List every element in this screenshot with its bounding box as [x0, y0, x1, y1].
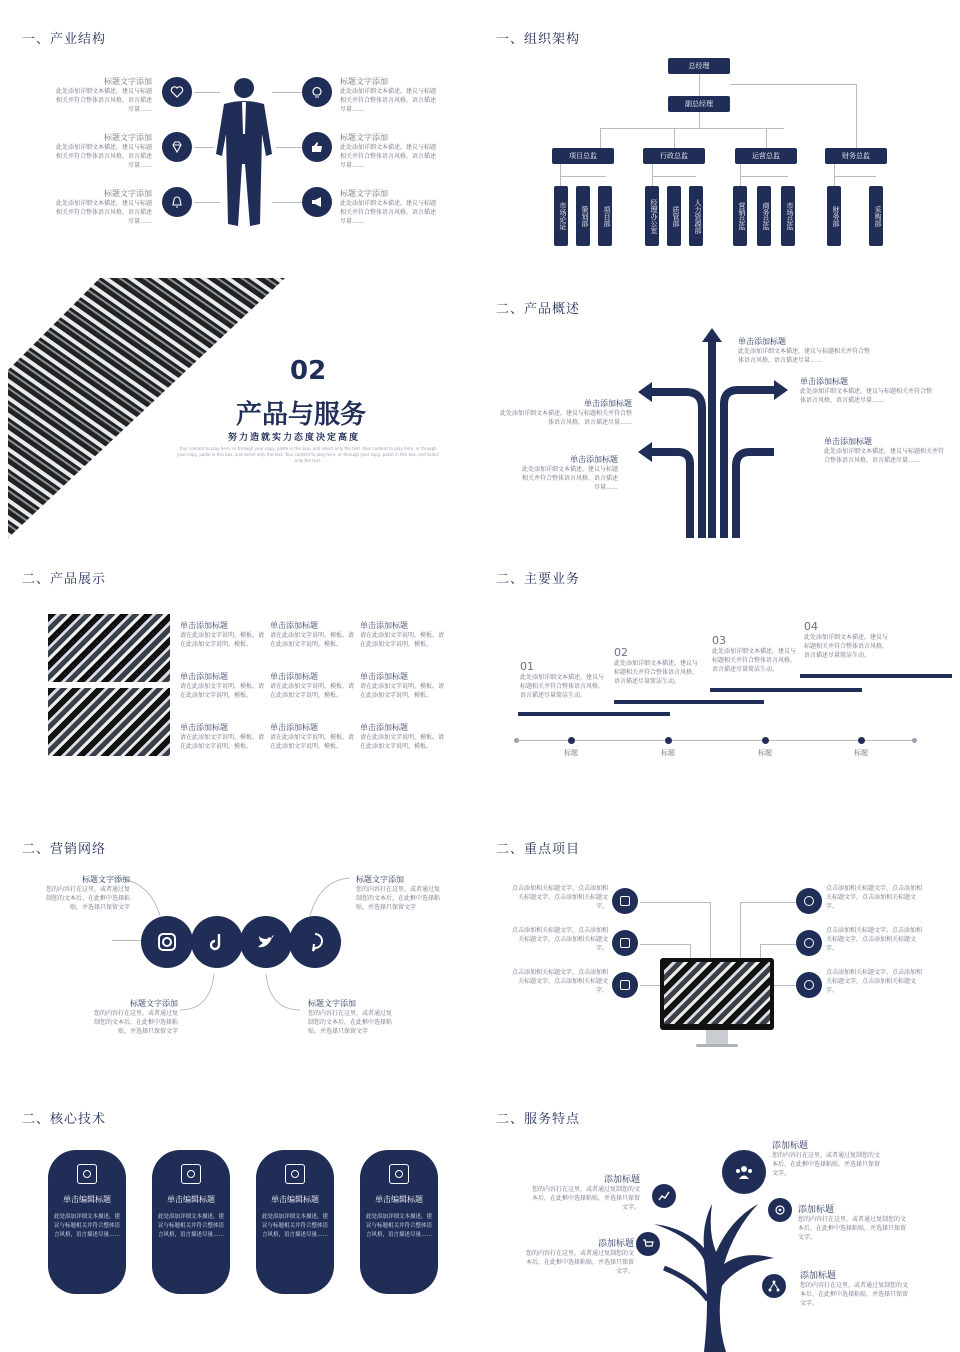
org-director-4[interactable]: 财务总监 [825, 148, 887, 164]
item-desc: 点击添加相关标题文字，点击添加相关标题文字，点击添加相关标题文字。 [826, 885, 923, 910]
step-desc: 此处添加详细文本描述，建议与标题相关并符合整体语言风格，语言描述尽量简洁生动。 [804, 634, 889, 659]
section-title: 产品与服务 [236, 400, 367, 430]
grid-icon [77, 1164, 97, 1184]
item-desc: 请在此添加文字说明，模板。请在此添加文字说明，模板。 [180, 683, 265, 699]
connector [276, 147, 302, 148]
project-right-item [826, 884, 926, 911]
user-icon [796, 930, 822, 956]
overview-item-5 [518, 454, 618, 492]
step-number: 04 [804, 620, 818, 633]
showcase-item [270, 620, 354, 649]
item-desc: 此处添加详细文本描述，建议与标题相关并符合整体语言风格，语言描述尽量…… [340, 88, 437, 113]
item-title: 单击添加标题 [360, 621, 408, 630]
network-item-2 [356, 874, 442, 912]
item-title: 单击添加标题 [738, 337, 786, 346]
step-bar [710, 688, 862, 692]
org-dept[interactable]: 人力资源部 [689, 186, 703, 246]
connector [272, 92, 302, 93]
project-left-item [508, 968, 608, 995]
showcase-item [180, 722, 264, 751]
item-title: 添加标题 [597, 1239, 634, 1249]
chart-icon [652, 1184, 676, 1208]
document-icon [612, 930, 638, 956]
item-desc: 点击添加相关标题文字，点击添加相关标题文字，点击添加相关标题文字。 [511, 927, 608, 952]
hand-icon [796, 888, 822, 914]
card-desc: 此处添加详细文本描述，建议与标题相关并符合整体语言风格，语言描述尽量…… [54, 1214, 121, 1238]
step-bar [614, 700, 764, 704]
item-title: 单击添加标题 [584, 399, 632, 408]
timeline-dot [762, 737, 769, 744]
overview-item-2 [800, 376, 934, 405]
left-item-3 [56, 188, 152, 226]
thumbs-up-icon [302, 132, 332, 162]
item-title: 单击添加标题 [180, 672, 228, 681]
item-desc: 您的内容打在这里，或者通过复制您的文本后，在此框中选择粘贴，并选择只保留文字。 [800, 1282, 909, 1307]
item-desc: 此处添加详细文本描述，建议与标题相关并符合整体语言风格，语言描述尽量…… [56, 144, 153, 169]
item-desc: 此处添加详细文本描述，建议与标题相关并符合整体语言风格，语言描述尽量…… [824, 448, 945, 464]
feature-item-5 [800, 1268, 910, 1308]
org-dept[interactable]: 营销总监 [733, 186, 747, 246]
feature-item-4 [526, 1236, 634, 1276]
slide-key-projects[interactable] [484, 810, 958, 1078]
org-dept[interactable]: 策划部 [576, 186, 590, 246]
item-title: 单击添加标题 [180, 723, 228, 732]
item-desc: 您的内容打在这里，或者通过复制您的文本后，在此框中选择粘贴，并选择只保留文字。 [798, 1216, 907, 1241]
slide-product-showcase[interactable] [0, 540, 474, 808]
timeline-dot [858, 737, 865, 744]
slide-title: 二、主要业务 [496, 572, 581, 587]
network-item-1 [44, 874, 130, 912]
card-title: 单击编辑标题 [63, 1195, 111, 1204]
right-item-1 [340, 76, 436, 114]
item-desc: 此处添加详细文本描述，建议与标题相关并符合整体语言风格，语言描述尽量…… [738, 348, 871, 364]
connector [272, 202, 302, 203]
item-desc: 请在此添加文字说明，模板。请在此添加文字说明，模板。 [180, 632, 265, 648]
megaphone-icon [302, 187, 332, 217]
tech-card[interactable] [360, 1150, 438, 1294]
item-title: 添加标题 [772, 1141, 809, 1151]
microphone-icon [796, 972, 822, 998]
item-desc: 请在此添加文字说明，模板。请在此添加文字说明，模板。 [270, 734, 355, 750]
item-desc: 您的内容打在这里，或者通过复制您的文本后，在此框中选择粘贴，并选择只保留文字。 [532, 1186, 641, 1211]
network-icon [762, 1274, 786, 1298]
item-desc: 请在此添加文字说明，模板。请在此添加文字说明，模板。 [360, 683, 445, 699]
people-icon [722, 1150, 766, 1194]
timeline-dot [568, 737, 575, 744]
timeline-label: 标题 [854, 749, 868, 757]
tech-card[interactable] [256, 1150, 334, 1294]
section-small-text: Your content to play here, or through your copy, paste in this box, and select only the text. Your content to play here, or through your copy, paste in this box, and select only the text. Your content to play here, or through your copy, paste in this box, and select only the text. [177, 446, 439, 463]
step-number: 02 [614, 646, 628, 659]
item-title: 单击添加标题 [360, 672, 408, 681]
diamond-icon [162, 132, 192, 162]
item-title: 标题文字添加 [104, 189, 152, 198]
slide-main-business[interactable] [484, 540, 958, 808]
project-right-item [826, 968, 926, 995]
step-desc: 此处添加详细文本描述，建议与标题相关并符合整体语言风格，语言描述尽量简洁生动。 [614, 660, 699, 685]
org-dept[interactable]: 市场总监 [781, 186, 795, 246]
card-title: 单击编辑标题 [375, 1195, 423, 1204]
card-desc: 此处添加详细文本描述，建议与标题相关并符合整体语言风格，语言描述尽量…… [366, 1214, 433, 1238]
org-gm[interactable]: 总经理 [668, 58, 730, 74]
slide-title: 一、产业结构 [22, 32, 107, 47]
project-right-item [826, 926, 926, 953]
item-desc: 此处添加详细文本描述，建议与标题相关并符合整体语言风格，语言描述尽量…… [499, 410, 632, 426]
right-item-3 [340, 188, 436, 226]
showcase-item [360, 671, 444, 700]
left-item-1 [56, 76, 152, 114]
feature-item-3 [798, 1202, 908, 1242]
item-title: 标题文字添加 [340, 133, 388, 142]
item-desc: 您的内容打在这里，或者通过复制您的文本后，在此框中选择粘贴，并选择只保留文字 [45, 886, 130, 911]
bulb-icon [612, 972, 638, 998]
film-icon [389, 1164, 409, 1184]
feature-item-2 [532, 1172, 640, 1212]
card-title: 单击编辑标题 [167, 1195, 215, 1204]
org-dept[interactable]: 市场论证 [554, 186, 568, 246]
org-dept[interactable]: 商务总监 [757, 186, 771, 246]
lightbulb-icon [302, 77, 332, 107]
item-desc: 请在此添加文字说明，模板。请在此添加文字说明，模板。 [270, 632, 355, 648]
bell-icon [162, 187, 192, 217]
slide-title: 一、组织架构 [496, 32, 581, 47]
item-title: 单击添加标题 [570, 455, 618, 464]
item-desc: 此处添加详细文本描述，建议与标题相关并符合整体语言风格，语言描述尽量…… [56, 88, 153, 113]
monitor-icon [181, 1164, 201, 1184]
item-desc: 点击添加相关标题文字，点击添加相关标题文字，点击添加相关标题文字。 [826, 927, 923, 952]
slide-marketing-network[interactable] [0, 810, 474, 1078]
item-title: 标题文字添加 [130, 999, 178, 1008]
item-title: 单击添加标题 [180, 621, 228, 630]
step-bar [800, 674, 952, 678]
showcase-item [180, 671, 264, 700]
overview-item-3 [498, 398, 632, 427]
network-item-4 [308, 998, 396, 1036]
org-dept[interactable]: 经理办公室 [645, 186, 659, 246]
product-photo-2 [48, 688, 170, 756]
slide-title: 二、服务特点 [496, 1112, 581, 1127]
item-desc: 请在此添加文字说明，模板。请在此添加文字说明，模板。 [180, 734, 265, 750]
slide-title: 二、营销网络 [22, 842, 107, 857]
item-desc: 此处添加详细文本描述，建议与标题相关并符合整体语言风格，语言描述尽量…… [56, 200, 153, 225]
overview-item-4 [824, 436, 944, 465]
card-desc: 此处添加详细文本描述，建议与标题相关并符合整体语言风格，语言描述尽量…… [262, 1214, 329, 1238]
project-left-item [508, 926, 608, 953]
item-desc: 您的内容打在这里，或者通过复制您的文本后，在此框中选择粘贴，并选择只保留文字 [308, 1010, 393, 1035]
item-desc: 此处添加详细文本描述，建议与标题相关并符合整体语言风格，语言描述尽量…… [800, 388, 933, 404]
overview-item-1 [738, 336, 872, 365]
item-desc: 请在此添加文字说明，模板。请在此添加文字说明，模板。 [360, 734, 445, 750]
timeline-label: 标题 [661, 749, 675, 757]
slide-product-overview[interactable] [484, 270, 958, 538]
businessman-silhouette [210, 74, 278, 230]
step-number: 03 [712, 634, 726, 647]
item-title: 标题文字添加 [104, 77, 152, 86]
slide-title: 二、产品概述 [496, 302, 581, 317]
tech-card[interactable] [48, 1150, 126, 1294]
item-title: 单击添加标题 [270, 621, 318, 630]
step-desc: 此处添加详细文本描述，建议与标题相关并符合整体语言风格，语言描述尽量简洁生动。 [520, 674, 605, 699]
item-title: 添加标题 [603, 1175, 640, 1185]
showcase-item [180, 620, 264, 649]
slide-title: 二、产品展示 [22, 572, 107, 587]
org-director-2[interactable]: 行政总监 [643, 148, 705, 164]
org-dept[interactable]: 采购部 [869, 186, 883, 246]
timeline-label: 标题 [758, 749, 772, 757]
home-icon [612, 888, 638, 914]
monitor-screen [664, 962, 770, 1024]
business-step-2 [614, 646, 698, 686]
item-title: 单击添加标题 [824, 437, 872, 446]
card-desc: 此处添加详细文本描述，建议与标题相关并符合整体语言风格，语言描述尽量…… [158, 1214, 225, 1238]
heart-icon [162, 77, 192, 107]
item-desc: 点击添加相关标题文字，点击添加相关标题文字，点击添加相关标题文字。 [826, 969, 923, 994]
org-director-3[interactable]: 运营总监 [735, 148, 797, 164]
item-title: 单击添加标题 [270, 672, 318, 681]
item-title: 标题文字添加 [340, 189, 388, 198]
item-title: 单击添加标题 [360, 723, 408, 732]
showcase-item [360, 620, 444, 649]
item-title: 标题文字添加 [356, 875, 404, 884]
step-desc: 此处添加详细文本描述，建议与标题相关并符合整体语言风格，语言描述尽量简洁生动。 [712, 648, 797, 673]
left-item-2 [56, 132, 152, 170]
monitor [660, 958, 774, 1030]
step-number: 01 [520, 660, 534, 673]
item-title: 添加标题 [800, 1271, 837, 1281]
item-desc: 点击添加相关标题文字，点击添加相关标题文字，点击添加相关标题文字。 [511, 885, 608, 910]
target-icon [768, 1198, 792, 1222]
item-desc: 点击添加相关标题文字，点击添加相关标题文字，点击添加相关标题文字。 [511, 969, 608, 994]
business-step-1 [520, 660, 604, 700]
slide-title: 二、核心技术 [22, 1112, 107, 1127]
section-subtitle: 努力造就实力态度决定高度 [228, 433, 361, 443]
item-title: 标题文字添加 [308, 999, 356, 1008]
section-number: 02 [290, 356, 327, 386]
item-title: 单击添加标题 [800, 377, 848, 386]
item-desc: 您的内容打在这里，或者通过复制您的文本后，在此框中选择粘贴，并选择只保留文字。 [526, 1250, 635, 1275]
step-bar [518, 712, 670, 716]
right-item-2 [340, 132, 436, 170]
slide-core-tech[interactable] [0, 1080, 474, 1348]
timeline-line [516, 740, 916, 741]
item-title: 添加标题 [798, 1205, 835, 1215]
feature-item-1 [772, 1138, 882, 1178]
slide-org-structure[interactable] [484, 0, 958, 268]
item-desc: 此处添加详细文本描述，建议与标题相关并符合整体语言风格，语言描述尽量…… [521, 466, 618, 491]
slide-section-cover[interactable] [0, 270, 474, 538]
showcase-item [360, 722, 444, 751]
item-desc: 您的内容打在这里，或者通过复制您的文本后，在此框中选择粘贴，并选择只保留文字 [93, 1010, 178, 1035]
timeline-dot [665, 737, 672, 744]
org-director-1[interactable]: 项目总监 [552, 148, 614, 164]
item-title: 单击添加标题 [270, 723, 318, 732]
item-desc: 您的内容打在这里，或者通过复制您的文本后，在此框中选择粘贴，并选择只保留文字。 [772, 1152, 881, 1177]
business-step-3 [712, 634, 796, 674]
item-title: 标题文字添加 [104, 133, 152, 142]
project-left-item [508, 884, 608, 911]
slide-title: 二、重点项目 [496, 842, 581, 857]
org-deputy[interactable]: 副总经理 [668, 96, 730, 112]
item-desc: 您的内容打在这里，或者通过复制您的文本后，在此框中选择粘贴，并选择只保留文字 [356, 886, 441, 911]
item-title: 标题文字添加 [340, 77, 388, 86]
timeline-label: 标题 [564, 749, 578, 757]
item-desc: 此处添加详细文本描述，建议与标题相关并符合整体语言风格，语言描述尽量…… [340, 144, 437, 169]
cart-icon [636, 1232, 660, 1256]
item-desc: 此处添加详细文本描述，建议与标题相关并符合整体语言风格，语言描述尽量…… [340, 200, 437, 225]
showcase-item [270, 722, 354, 751]
slide-service-features[interactable] [484, 1080, 958, 1352]
org-dept[interactable]: 质管部 [667, 186, 681, 246]
card-title: 单击编辑标题 [271, 1195, 319, 1204]
product-photo-1 [48, 614, 170, 682]
item-desc: 请在此添加文字说明，模板。请在此添加文字说明，模板。 [360, 632, 445, 648]
item-title: 标题文字添加 [82, 875, 130, 884]
network-item-3 [90, 998, 178, 1036]
tech-card[interactable] [152, 1150, 230, 1294]
showcase-item [270, 671, 354, 700]
item-desc: 请在此添加文字说明，模板。请在此添加文字说明，模板。 [270, 683, 355, 699]
drum-icon [285, 1164, 305, 1184]
slide-industry-structure[interactable] [0, 0, 474, 268]
org-dept[interactable]: 项目部 [598, 186, 612, 246]
business-step-4 [804, 620, 888, 660]
org-dept[interactable]: 财务部 [827, 186, 841, 246]
